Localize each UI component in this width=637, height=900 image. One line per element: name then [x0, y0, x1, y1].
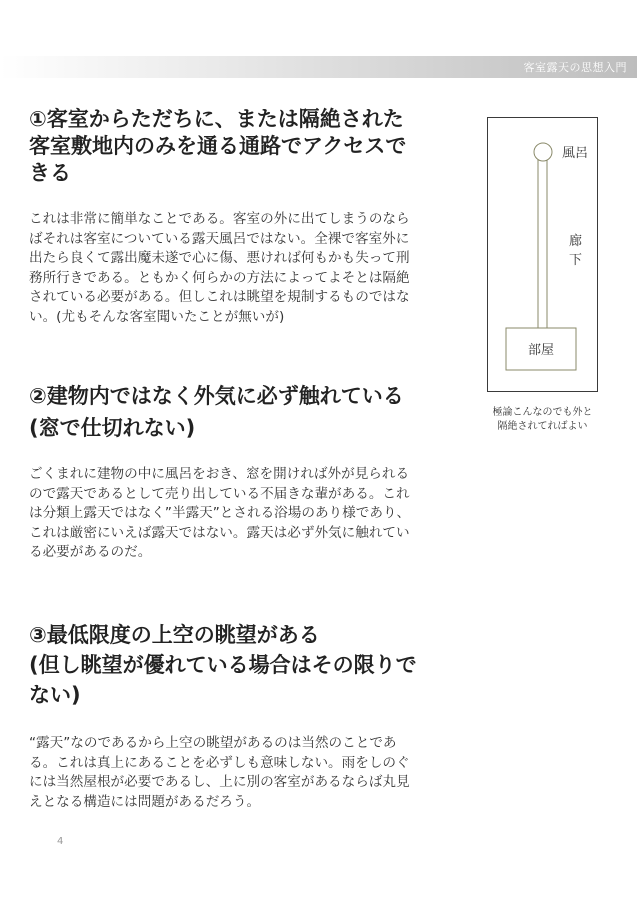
body-line: えとなる構造には問題があるだろう。: [29, 793, 261, 810]
header-bar: [0, 56, 637, 78]
title-line: きる: [29, 161, 71, 185]
bath-label: 風呂: [562, 146, 589, 161]
title-line: ①客室からただちに、または隔絶された: [29, 107, 404, 131]
body-line: ごくまれに建物の中に風呂をおき、窓を開ければ外が見られる: [29, 466, 410, 482]
title-line: (窓で仕切れない): [29, 416, 196, 440]
body-line: には当然屋根が必要であるし、上に別の客室があるならば丸見: [29, 774, 410, 790]
body-line: る必要があるのだ。: [29, 544, 152, 560]
room-label: 部屋: [527, 343, 555, 358]
bath-circle: [534, 143, 552, 161]
body-line: これは非常に簡単なことである。客室の外に出てしまうのなら: [29, 211, 410, 227]
body-line: る。これは真上にあることを必ずしも意味しない。雨をしのぐ: [29, 754, 410, 771]
page-number: 4: [57, 836, 64, 847]
caption-line: 隔絶されてればよい: [497, 421, 588, 432]
floor-plan-svg: [488, 118, 599, 393]
body-line: 出たら良くて露出魔未遂で心に傷、悪ければ何もかも失って刑: [29, 250, 410, 266]
section-2-title: [29, 380, 479, 444]
body-line: は分類上露天ではなく”半露天”とされる浴場のあり様であり、: [29, 505, 411, 521]
body-line: “露天”なのであるから上空の眺望があるのは当然のことであ: [29, 735, 397, 751]
corridor-label: 下: [569, 253, 583, 268]
title-line: ③最低限度の上空の眺望がある: [29, 623, 320, 647]
corridor-label: 廊: [569, 234, 583, 249]
section-1-body: [29, 210, 479, 327]
body-line: 務所行きである。ともかく何らかの方法によってよそとは隔絶: [29, 269, 410, 286]
title-line: ない): [29, 683, 81, 707]
body-line: ばそれは客室についている露天風呂ではない。全裸で客室外に: [29, 230, 410, 247]
title-line: 客室敷地内のみを通る通路でアクセスで: [29, 134, 407, 158]
section-3-body: [29, 734, 479, 812]
diagram-caption: [487, 406, 598, 434]
body-line: ので露天であるとして売り出している不届きな輩がある。これ: [29, 485, 410, 502]
body-line: これは厳密にいえば露天ではない。露天は必ず外気に触れてい: [29, 524, 410, 541]
section-2-body: [29, 465, 479, 563]
section-1-title: [29, 106, 479, 187]
body-line: い。(尤もそんな客室聞いたことが無いが): [29, 308, 285, 325]
corridor-shape: [538, 160, 547, 328]
floor-plan-diagram: [487, 117, 598, 392]
caption-line: 極論こんなのでも外と: [492, 407, 593, 418]
body-line: されている必要がある。但しこれは眺望を規制するものではな: [29, 289, 410, 305]
title-line: ②建物内ではなく外気に必ず触れている: [29, 384, 404, 408]
title-line: (但し眺望が優れている場合はその限りで: [29, 653, 417, 677]
section-3-title: [29, 620, 479, 710]
header-title: 客室露天の思想入門: [523, 61, 627, 74]
